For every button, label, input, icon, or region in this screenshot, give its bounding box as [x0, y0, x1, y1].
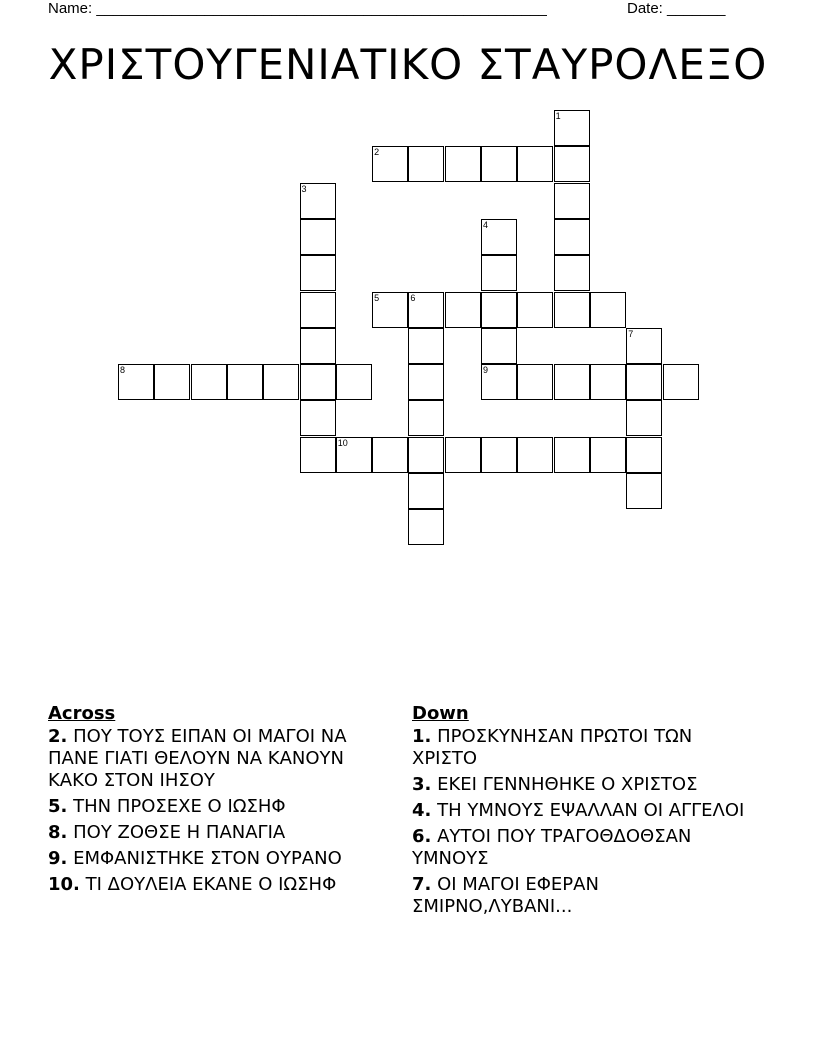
crossword-cell[interactable] [300, 219, 336, 255]
crossword-cell[interactable] [554, 183, 590, 219]
crossword-cell[interactable] [408, 328, 444, 364]
cell-number: 3 [301, 183, 307, 194]
crossword-cell[interactable] [300, 328, 336, 364]
crossword-cell[interactable] [154, 364, 190, 400]
crossword-cell[interactable] [300, 400, 336, 436]
crossword-cell[interactable] [517, 146, 553, 182]
cell-number: 1 [555, 111, 561, 121]
crossword-cell[interactable] [517, 364, 553, 400]
crossword-cell[interactable] [300, 364, 336, 400]
crossword-cell[interactable] [481, 364, 517, 400]
crossword-cell[interactable] [300, 255, 336, 291]
crossword-cell[interactable] [408, 400, 444, 436]
down-clues [412, 703, 752, 922]
cell-number: 6 [410, 292, 416, 303]
crossword-cell[interactable] [408, 473, 444, 509]
crossword-cell[interactable] [554, 292, 590, 328]
crossword-cell[interactable] [300, 437, 336, 473]
cell-number: 5 [374, 292, 380, 303]
clue-across-5: 5. ΤΗΝ ΠΡΟΣΕΧΕ Ο ΙΩΣΗΦ [48, 796, 286, 817]
crossword-cell[interactable] [626, 328, 662, 364]
cell-number: 2 [374, 147, 380, 158]
crossword-cell[interactable] [626, 364, 662, 400]
crossword-cell[interactable] [626, 400, 662, 436]
across-clues [48, 703, 378, 900]
crossword-cell[interactable] [300, 292, 336, 328]
clue-down-6: 6. ΑΥΤΟΙ ΠΟΥ ΤΡΑΓΟΘΔΟΘΣΑΝ ΥΜΝΟΥΣ [412, 826, 692, 869]
crossword-cell[interactable] [408, 364, 444, 400]
crossword-cell[interactable] [626, 437, 662, 473]
across-heading: Across [48, 703, 116, 724]
clue-across-8: 8. ΠΟΥ ΖΟΘΣΕ Η ΠΑΝΑΓΙΑ [48, 822, 286, 843]
crossword-cell[interactable] [408, 146, 444, 182]
cell-number: 10 [337, 437, 348, 448]
cell-number: 9 [483, 365, 489, 376]
date-field-label: Date: _______ [627, 0, 726, 17]
crossword-cell[interactable] [481, 328, 517, 364]
clue-down-3: 3. ΕΚΕΙ ΓΕΝΝΗΘΗΚΕ Ο ΧΡΙΣΤΟΣ [412, 774, 698, 795]
crossword-cell[interactable] [590, 364, 626, 400]
crossword-cell[interactable] [445, 146, 481, 182]
clue-down-4: 4. ΤΗ ΥΜΝΟΥΣ ΕΨΑΛΛΑΝ ΟΙ ΑΓΓΕΛΟΙ [412, 800, 745, 821]
crossword-cell[interactable] [554, 146, 590, 182]
crossword-cell[interactable] [336, 364, 372, 400]
clue-across-9: 9. ΕΜΦΑΝΙΣΤΗΚΕ ΣΤΟΝ ΟΥΡΑΝΟ [48, 848, 342, 869]
crossword-cell[interactable] [445, 292, 481, 328]
down-heading: Down [412, 703, 469, 724]
crossword-cell[interactable] [554, 437, 590, 473]
clue-across-10: 10. ΤΙ ΔΟΥΛΕΙΑ ΕΚΑΝΕ Ο ΙΩΣΗΦ [48, 874, 337, 895]
crossword-cell[interactable] [517, 437, 553, 473]
crossword-cell[interactable] [118, 364, 154, 400]
crossword-cell[interactable] [481, 219, 517, 255]
crossword-cell[interactable] [263, 364, 299, 400]
crossword-cell[interactable] [227, 364, 263, 400]
clue-across-2: 2. ΠΟΥ ΤΟΥΣ ΕΙΠΑΝ ΟΙ ΜΑΓΟΙ ΝΑ ΠΑΝΕ ΓΙΑΤΙ ΘΕΛΟΥΝ ΝΑ ΚΑΝΟΥΝ ΚΑΚΟ ΣΤΟΝ ΙΗΣΟΥ [48, 726, 347, 791]
cell-number: 8 [120, 365, 126, 376]
crossword-cell[interactable] [445, 437, 481, 473]
crossword-cell[interactable] [663, 364, 699, 400]
crossword-cell[interactable] [481, 255, 517, 291]
crossword-cell[interactable] [554, 364, 590, 400]
crossword-cell[interactable] [590, 292, 626, 328]
crossword-cell[interactable] [372, 437, 408, 473]
crossword-cell[interactable] [300, 183, 336, 219]
crossword-cell[interactable] [408, 509, 444, 545]
cell-number: 4 [483, 219, 489, 230]
crossword-cell[interactable] [554, 255, 590, 291]
name-field-label: Name: ______________________________________________________ [48, 0, 547, 17]
crossword-cell[interactable] [481, 437, 517, 473]
crossword-cell[interactable] [372, 292, 408, 328]
crossword-cell[interactable] [481, 146, 517, 182]
crossword-cell[interactable] [191, 364, 227, 400]
clue-down-1: 1. ΠΡΟΣΚΥΝΗΣΑΝ ΠΡΩΤΟΙ ΤΩΝ ΧΡΙΣΤΟ [412, 726, 693, 769]
crossword-cell[interactable] [481, 292, 517, 328]
crossword-cell[interactable] [626, 473, 662, 509]
crossword-cell[interactable] [336, 437, 372, 473]
crossword-cell[interactable] [408, 437, 444, 473]
crossword-cell[interactable] [554, 219, 590, 255]
crossword-cell[interactable] [372, 146, 408, 182]
crossword-cell[interactable] [590, 437, 626, 473]
page-title: ΧΡΙΣΤΟΥΓΕΝΙΑΤΙΚΟ ΣΤΑΥΡΟΛΕΞΟ [48, 40, 768, 89]
crossword-cell[interactable] [554, 110, 590, 146]
crossword-cell[interactable] [517, 292, 553, 328]
crossword-cell[interactable] [408, 292, 444, 328]
cell-number: 7 [628, 328, 634, 339]
clue-down-7: 7. ΟΙ ΜΑΓΟΙ ΕΦΕΡΑΝ ΣΜΙΡΝΟ,ΛΥΒΑΝΙ... [412, 874, 599, 917]
